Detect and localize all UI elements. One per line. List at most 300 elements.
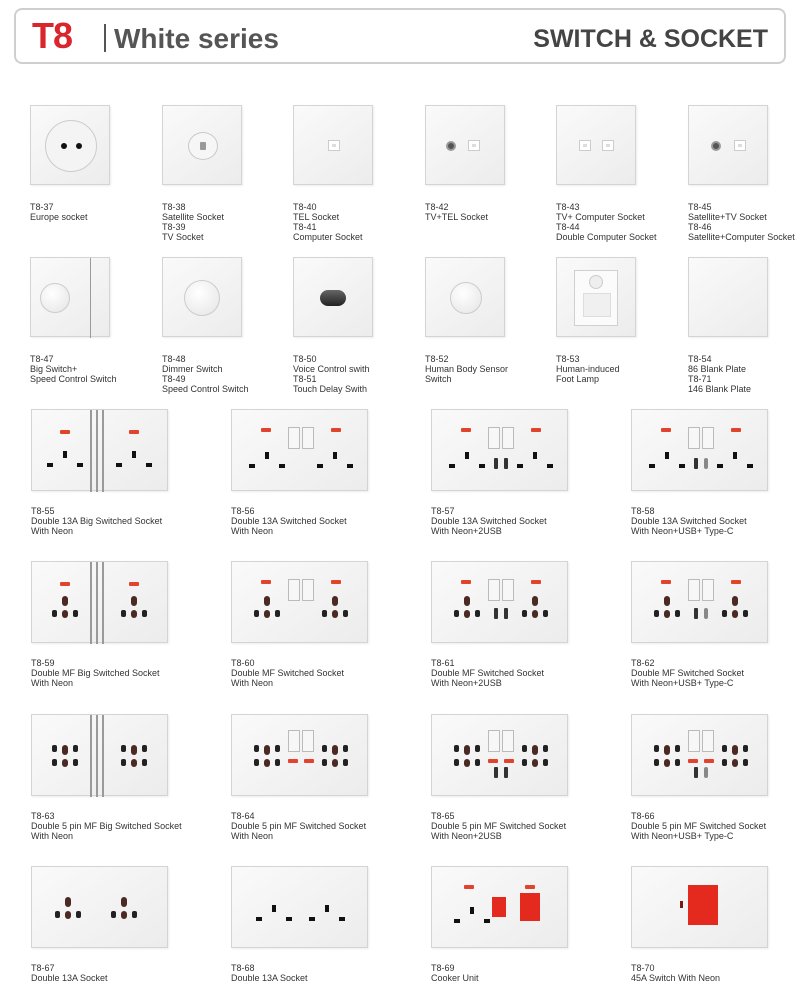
- product-caption: [631, 811, 766, 841]
- satellite-port-icon: [711, 141, 721, 151]
- product-model: T8-37: [30, 202, 54, 212]
- motion-sensor-icon: [450, 282, 482, 314]
- speed-knob-icon[interactable]: [40, 283, 70, 313]
- product-caption: [231, 658, 344, 688]
- rocker-switch[interactable]: [302, 730, 314, 752]
- mf-right-pin: [743, 759, 748, 766]
- mf-top-pin: [131, 596, 137, 606]
- rocker-switch[interactable]: [288, 579, 300, 601]
- neutral-slot: [279, 464, 285, 468]
- product-description: Double 5 pin MF Switched Socket: [631, 821, 767, 831]
- mf-right-pin: [275, 610, 280, 617]
- mf-left-pin: [722, 610, 727, 617]
- product-description: TV+ Computer Socket: [556, 212, 645, 222]
- live-slot: [517, 464, 523, 468]
- product-description: Computer Socket: [293, 232, 363, 242]
- schuko-socket-icon: [45, 120, 97, 172]
- rocker-switch[interactable]: [488, 427, 500, 449]
- mf-top-pin: [664, 745, 670, 755]
- mf-left-pin: [52, 610, 57, 617]
- mf-left-pin: [654, 610, 659, 617]
- mf-center-pin: [732, 759, 738, 767]
- product-description: Cooker Unit: [431, 973, 479, 983]
- product-description: T8-51: [293, 374, 317, 384]
- mf-center-pin: [62, 759, 68, 767]
- product-image-double-13a-switched-socket: [231, 409, 368, 491]
- product-model: T8-42: [425, 202, 449, 212]
- rocker-switch[interactable]: [488, 579, 500, 601]
- product-description: Satellite Socket: [162, 212, 225, 222]
- catalog-header: [14, 8, 786, 64]
- rocker-switch[interactable]: [502, 427, 514, 449]
- neon-indicator: [731, 580, 741, 584]
- usb-port-icon: [504, 608, 508, 619]
- product-description: With Neon+USB+ Type-C: [631, 526, 734, 536]
- earth-slot: [733, 452, 737, 459]
- rocker-switch[interactable]: [702, 427, 714, 449]
- mf-center-pin: [131, 759, 137, 767]
- product-caption: [293, 202, 363, 242]
- rocker-switch[interactable]: [702, 730, 714, 752]
- live-slot: [317, 464, 323, 468]
- neon-indicator: [331, 428, 341, 432]
- mf-center-pin: [121, 911, 127, 919]
- product-model: T8-67: [31, 963, 55, 973]
- live-slot: [717, 464, 723, 468]
- product-description: Double 13A Socket: [31, 973, 108, 983]
- product-model: T8-63: [31, 811, 55, 821]
- dimmer-knob-icon[interactable]: [184, 280, 220, 316]
- neon-indicator: [129, 582, 139, 586]
- mf-top-pin: [332, 745, 338, 755]
- product-model: T8-68: [231, 963, 255, 973]
- product-description: Double 5 pin MF Switched Socket: [431, 821, 567, 831]
- mf-top-pin: [464, 596, 470, 606]
- earth-slot: [665, 452, 669, 459]
- product-image-foot-lamp: [556, 257, 636, 337]
- foot-lamp-icon: [574, 270, 618, 326]
- neon-indicator: [461, 428, 471, 432]
- live-slot: [249, 464, 255, 468]
- product-description: 86 Blank Plate: [688, 364, 747, 374]
- rocker-switch[interactable]: [288, 730, 300, 752]
- product-image-double-mf-socket: [31, 866, 168, 948]
- product-image-double-5pin-mf-switched-socket: [231, 714, 368, 796]
- cooker-main-switch-button[interactable]: [520, 893, 540, 921]
- product-image-double-5pin-mf-big-switched-socket: [31, 714, 168, 796]
- neon-indicator: [704, 759, 714, 763]
- product-description: Satellite+Computer Socket: [688, 232, 795, 242]
- usb-port-icon: [494, 767, 498, 778]
- product-caption: [425, 202, 488, 222]
- switch-divider: [90, 562, 92, 644]
- earth-slot: [63, 451, 67, 458]
- lamp-window-icon: [583, 293, 611, 317]
- mf-center-pin: [65, 911, 71, 919]
- mf-right-pin: [543, 610, 548, 617]
- mf-right-pin: [675, 759, 680, 766]
- tel-port-icon: [328, 140, 340, 151]
- live-slot: [47, 463, 53, 467]
- cooker-switch-button[interactable]: [492, 897, 506, 917]
- mf-top-pin: [65, 897, 71, 907]
- product-description: TV Socket: [162, 232, 204, 242]
- product-description: With Neon: [31, 526, 74, 536]
- mf-upper-right-pin: [475, 745, 480, 752]
- earth-slot: [132, 451, 136, 458]
- mf-right-pin: [76, 911, 81, 918]
- mf-left-pin: [722, 759, 727, 766]
- neon-indicator: [661, 580, 671, 584]
- product-model: T8-40: [293, 202, 317, 212]
- switch-divider: [96, 562, 98, 644]
- mf-left-pin: [52, 759, 57, 766]
- main-switch-button[interactable]: [688, 885, 718, 925]
- mf-center-pin: [264, 610, 270, 618]
- neon-indicator: [525, 885, 535, 889]
- product-description: With Neon: [31, 831, 74, 841]
- product-model: T8-58: [631, 506, 655, 516]
- neon-indicator: [60, 430, 70, 434]
- product-model: T8-55: [31, 506, 55, 516]
- product-caption: [31, 506, 162, 536]
- mf-center-pin: [62, 610, 68, 618]
- product-description: T8-46: [688, 222, 712, 232]
- product-caption: [231, 811, 366, 841]
- mf-top-pin: [332, 596, 338, 606]
- product-description: Satellite+TV Socket: [688, 212, 767, 222]
- product-caption: [631, 506, 747, 536]
- product-description: With Neon: [231, 526, 274, 536]
- switch-divider: [96, 410, 98, 492]
- mf-right-pin: [142, 610, 147, 617]
- product-caption: [631, 963, 720, 983]
- usb-port-icon: [694, 608, 698, 619]
- usb-port-icon: [494, 608, 498, 619]
- mf-upper-left-pin: [454, 745, 459, 752]
- neutral-slot: [146, 463, 152, 467]
- computer-port-icon: [579, 140, 591, 151]
- product-image-dimmer-switch: [162, 257, 242, 337]
- mf-center-pin: [464, 610, 470, 618]
- usb-port-icon: [504, 767, 508, 778]
- product-model: T8-64: [231, 811, 255, 821]
- product-model: T8-57: [431, 506, 455, 516]
- series-name: White series: [114, 23, 279, 54]
- rocker-switch[interactable]: [688, 427, 700, 449]
- neon-indicator: [461, 580, 471, 584]
- type-c-port-icon: [704, 767, 708, 778]
- product-description: With Neon: [231, 678, 274, 688]
- product-model: T8-43: [556, 202, 580, 212]
- neon-indicator: [731, 428, 741, 432]
- switch-divider: [90, 410, 92, 492]
- product-description: Double 5 pin MF Big Switched Socket: [31, 821, 182, 831]
- mf-upper-right-pin: [142, 745, 147, 752]
- mf-upper-right-pin: [73, 745, 78, 752]
- mf-center-pin: [332, 610, 338, 618]
- product-description: Double MF Switched Socket: [431, 668, 545, 678]
- product-description: T8-41: [293, 222, 317, 232]
- product-image-double-5pin-mf-switched-socket-2usb: [431, 714, 568, 796]
- product-image-double-13a-socket: [231, 866, 368, 948]
- live-slot: [116, 463, 122, 467]
- product-model: T8-45: [688, 202, 712, 212]
- mf-top-pin: [62, 745, 68, 755]
- earth-slot: [470, 907, 474, 914]
- mf-top-pin: [732, 596, 738, 606]
- product-caption: [31, 658, 160, 688]
- product-model: T8-38: [162, 202, 186, 212]
- product-caption: [30, 354, 117, 384]
- mf-top-pin: [264, 745, 270, 755]
- product-image-satellite-tv-socket: [688, 105, 768, 185]
- neon-indicator: [680, 901, 683, 908]
- product-caption: [431, 963, 479, 983]
- product-image-double-mf-switched-socket-usb-typec: [631, 561, 768, 643]
- product-model: T8-56: [231, 506, 255, 516]
- neon-indicator: [129, 430, 139, 434]
- neutral-slot: [479, 464, 485, 468]
- product-image-double-5pin-mf-switched-socket-usb-typec: [631, 714, 768, 796]
- mf-left-pin: [454, 759, 459, 766]
- mf-left-pin: [522, 610, 527, 617]
- mf-upper-left-pin: [654, 745, 659, 752]
- computer-port-icon: [602, 140, 614, 151]
- mf-left-pin: [121, 610, 126, 617]
- product-description: Foot Lamp: [556, 374, 600, 384]
- mf-right-pin: [275, 759, 280, 766]
- product-description: Double 13A Socket: [231, 973, 308, 983]
- neon-indicator: [504, 759, 514, 763]
- rocker-switch[interactable]: [702, 579, 714, 601]
- live-slot: [454, 919, 460, 923]
- earth-slot: [333, 452, 337, 459]
- mf-left-pin: [654, 759, 659, 766]
- neutral-slot: [339, 917, 345, 921]
- product-description: Double 13A Switched Socket: [431, 516, 547, 526]
- product-model: T8-62: [631, 658, 655, 668]
- product-description: Europe socket: [30, 212, 88, 222]
- product-description: Double Computer Socket: [556, 232, 657, 242]
- rocker-switch[interactable]: [502, 579, 514, 601]
- product-description: With Neon+USB+ Type-C: [631, 678, 734, 688]
- rocker-switch[interactable]: [302, 579, 314, 601]
- product-description: TV+TEL Socket: [425, 212, 488, 222]
- product-description: Dimmer Switch: [162, 364, 223, 374]
- product-image-blank-plate: [688, 257, 768, 337]
- product-description: Switch: [425, 374, 452, 384]
- rocker-switch[interactable]: [502, 730, 514, 752]
- switch-divider: [102, 410, 104, 492]
- mf-center-pin: [264, 759, 270, 767]
- mf-right-pin: [475, 759, 480, 766]
- mf-left-pin: [454, 610, 459, 617]
- product-caption: [231, 963, 308, 983]
- mf-center-pin: [664, 759, 670, 767]
- neon-indicator: [531, 428, 541, 432]
- rocker-switch[interactable]: [302, 427, 314, 449]
- usb-port-icon: [504, 458, 508, 469]
- tv-port-icon: [734, 140, 746, 151]
- product-caption: [162, 354, 249, 394]
- mf-top-pin: [121, 897, 127, 907]
- neon-indicator: [464, 885, 474, 889]
- rocker-switch[interactable]: [288, 427, 300, 449]
- mf-right-pin: [543, 759, 548, 766]
- satellite-socket-icon: [188, 132, 218, 160]
- mf-upper-right-pin: [675, 745, 680, 752]
- neon-indicator: [60, 582, 70, 586]
- product-image-double-13a-big-switched-socket: [31, 409, 168, 491]
- product-image-cooker-unit: [431, 866, 568, 948]
- live-slot: [449, 464, 455, 468]
- product-image-voice-control-switch: [293, 257, 373, 337]
- product-description: Double 13A Switched Socket: [631, 516, 747, 526]
- product-image-speed-control-switch: [30, 257, 110, 337]
- product-caption: [425, 354, 508, 384]
- type-c-port-icon: [704, 608, 708, 619]
- product-image-europe-socket: [30, 105, 110, 185]
- mf-right-pin: [475, 610, 480, 617]
- mf-center-pin: [732, 610, 738, 618]
- usb-port-icon: [494, 458, 498, 469]
- product-caption: [631, 658, 744, 688]
- connector-icon: [200, 142, 206, 150]
- product-model: T8-70: [631, 963, 655, 973]
- neutral-slot: [347, 464, 353, 468]
- product-description: With Neon: [31, 678, 74, 688]
- series-code: T8: [32, 15, 73, 56]
- product-caption: [162, 202, 224, 242]
- product-caption: [431, 658, 544, 688]
- mf-top-pin: [532, 745, 538, 755]
- mf-upper-right-pin: [543, 745, 548, 752]
- product-description: With Neon: [231, 831, 274, 841]
- product-caption: [31, 963, 108, 983]
- mf-right-pin: [743, 610, 748, 617]
- earth-slot: [272, 905, 276, 912]
- product-description: 146 Blank Plate: [688, 384, 752, 394]
- earth-slot: [325, 905, 329, 912]
- mf-upper-right-pin: [275, 745, 280, 752]
- product-description: T8-49: [162, 374, 186, 384]
- neon-indicator: [531, 580, 541, 584]
- product-description: Speed Control Switch: [162, 384, 249, 394]
- product-image-double-computer-socket: [556, 105, 636, 185]
- neon-indicator: [261, 580, 271, 584]
- mf-center-pin: [532, 759, 538, 767]
- mf-upper-left-pin: [722, 745, 727, 752]
- mf-left-pin: [111, 911, 116, 918]
- product-description: Double 5 pin MF Switched Socket: [231, 821, 367, 831]
- neutral-slot: [77, 463, 83, 467]
- neon-indicator: [331, 580, 341, 584]
- product-description: With Neon+2USB: [431, 831, 502, 841]
- mf-upper-left-pin: [52, 745, 57, 752]
- mf-upper-left-pin: [522, 745, 527, 752]
- mf-upper-left-pin: [322, 745, 327, 752]
- product-description: T8-39: [162, 222, 186, 232]
- usb-port-icon: [694, 767, 698, 778]
- switch-divider: [90, 715, 92, 797]
- type-c-port-icon: [704, 458, 708, 469]
- product-description: Touch Delay Swith: [293, 384, 368, 394]
- mf-right-pin: [132, 911, 137, 918]
- rocker-switch[interactable]: [688, 579, 700, 601]
- product-model: T8-47: [30, 354, 54, 364]
- product-model: T8-61: [431, 658, 455, 668]
- mf-top-pin: [732, 745, 738, 755]
- product-image-tv-tel-socket: [425, 105, 505, 185]
- earth-slot: [265, 452, 269, 459]
- product-image-double-13a-switched-socket-usb-typec: [631, 409, 768, 491]
- mf-upper-left-pin: [254, 745, 259, 752]
- lamp-sensor-icon: [589, 275, 603, 289]
- category-title: SWITCH & SOCKET: [533, 25, 768, 53]
- product-model: T8-53: [556, 354, 580, 364]
- mf-right-pin: [73, 610, 78, 617]
- tv-port-icon: [446, 141, 456, 151]
- neon-indicator: [661, 428, 671, 432]
- live-slot: [649, 464, 655, 468]
- live-slot: [256, 917, 262, 921]
- neutral-slot: [484, 919, 490, 923]
- product-description: T8-71: [688, 374, 712, 384]
- header-divider: [104, 24, 106, 52]
- product-model: T8-54: [688, 354, 712, 364]
- live-slot: [309, 917, 315, 921]
- mf-top-pin: [664, 596, 670, 606]
- pin-hole: [61, 143, 67, 149]
- mf-right-pin: [343, 610, 348, 617]
- product-description: With Neon+2USB: [431, 678, 502, 688]
- product-description: Double 13A Big Switched Socket: [31, 516, 163, 526]
- product-description: Voice Control swith: [293, 364, 370, 374]
- neon-indicator: [261, 428, 271, 432]
- product-image-double-mf-switched-socket-2usb: [431, 561, 568, 643]
- mf-top-pin: [532, 596, 538, 606]
- switch-divider: [102, 715, 104, 797]
- neon-indicator: [304, 759, 314, 763]
- product-description: 45A Switch With Neon: [631, 973, 721, 983]
- product-model: T8-50: [293, 354, 317, 364]
- switch-divider: [90, 258, 91, 338]
- tel-port-icon: [468, 140, 480, 151]
- neutral-slot: [286, 917, 292, 921]
- earth-slot: [465, 452, 469, 459]
- mf-upper-left-pin: [121, 745, 126, 752]
- mf-left-pin: [322, 759, 327, 766]
- rocker-switch[interactable]: [488, 730, 500, 752]
- mf-right-pin: [675, 610, 680, 617]
- mf-center-pin: [664, 610, 670, 618]
- mf-center-pin: [532, 610, 538, 618]
- mf-top-pin: [131, 745, 137, 755]
- product-model: T8-69: [431, 963, 455, 973]
- mf-left-pin: [322, 610, 327, 617]
- product-caption: [556, 354, 620, 384]
- product-description: With Neon+2USB: [431, 526, 502, 536]
- switch-divider: [96, 715, 98, 797]
- product-image-satellite-socket: [162, 105, 242, 185]
- product-image-double-mf-switched-socket: [231, 561, 368, 643]
- mf-left-pin: [254, 759, 259, 766]
- product-image-45a-switch: [631, 866, 768, 948]
- mf-left-pin: [55, 911, 60, 918]
- product-description: Human Body Sensor: [425, 364, 509, 374]
- rocker-switch[interactable]: [688, 730, 700, 752]
